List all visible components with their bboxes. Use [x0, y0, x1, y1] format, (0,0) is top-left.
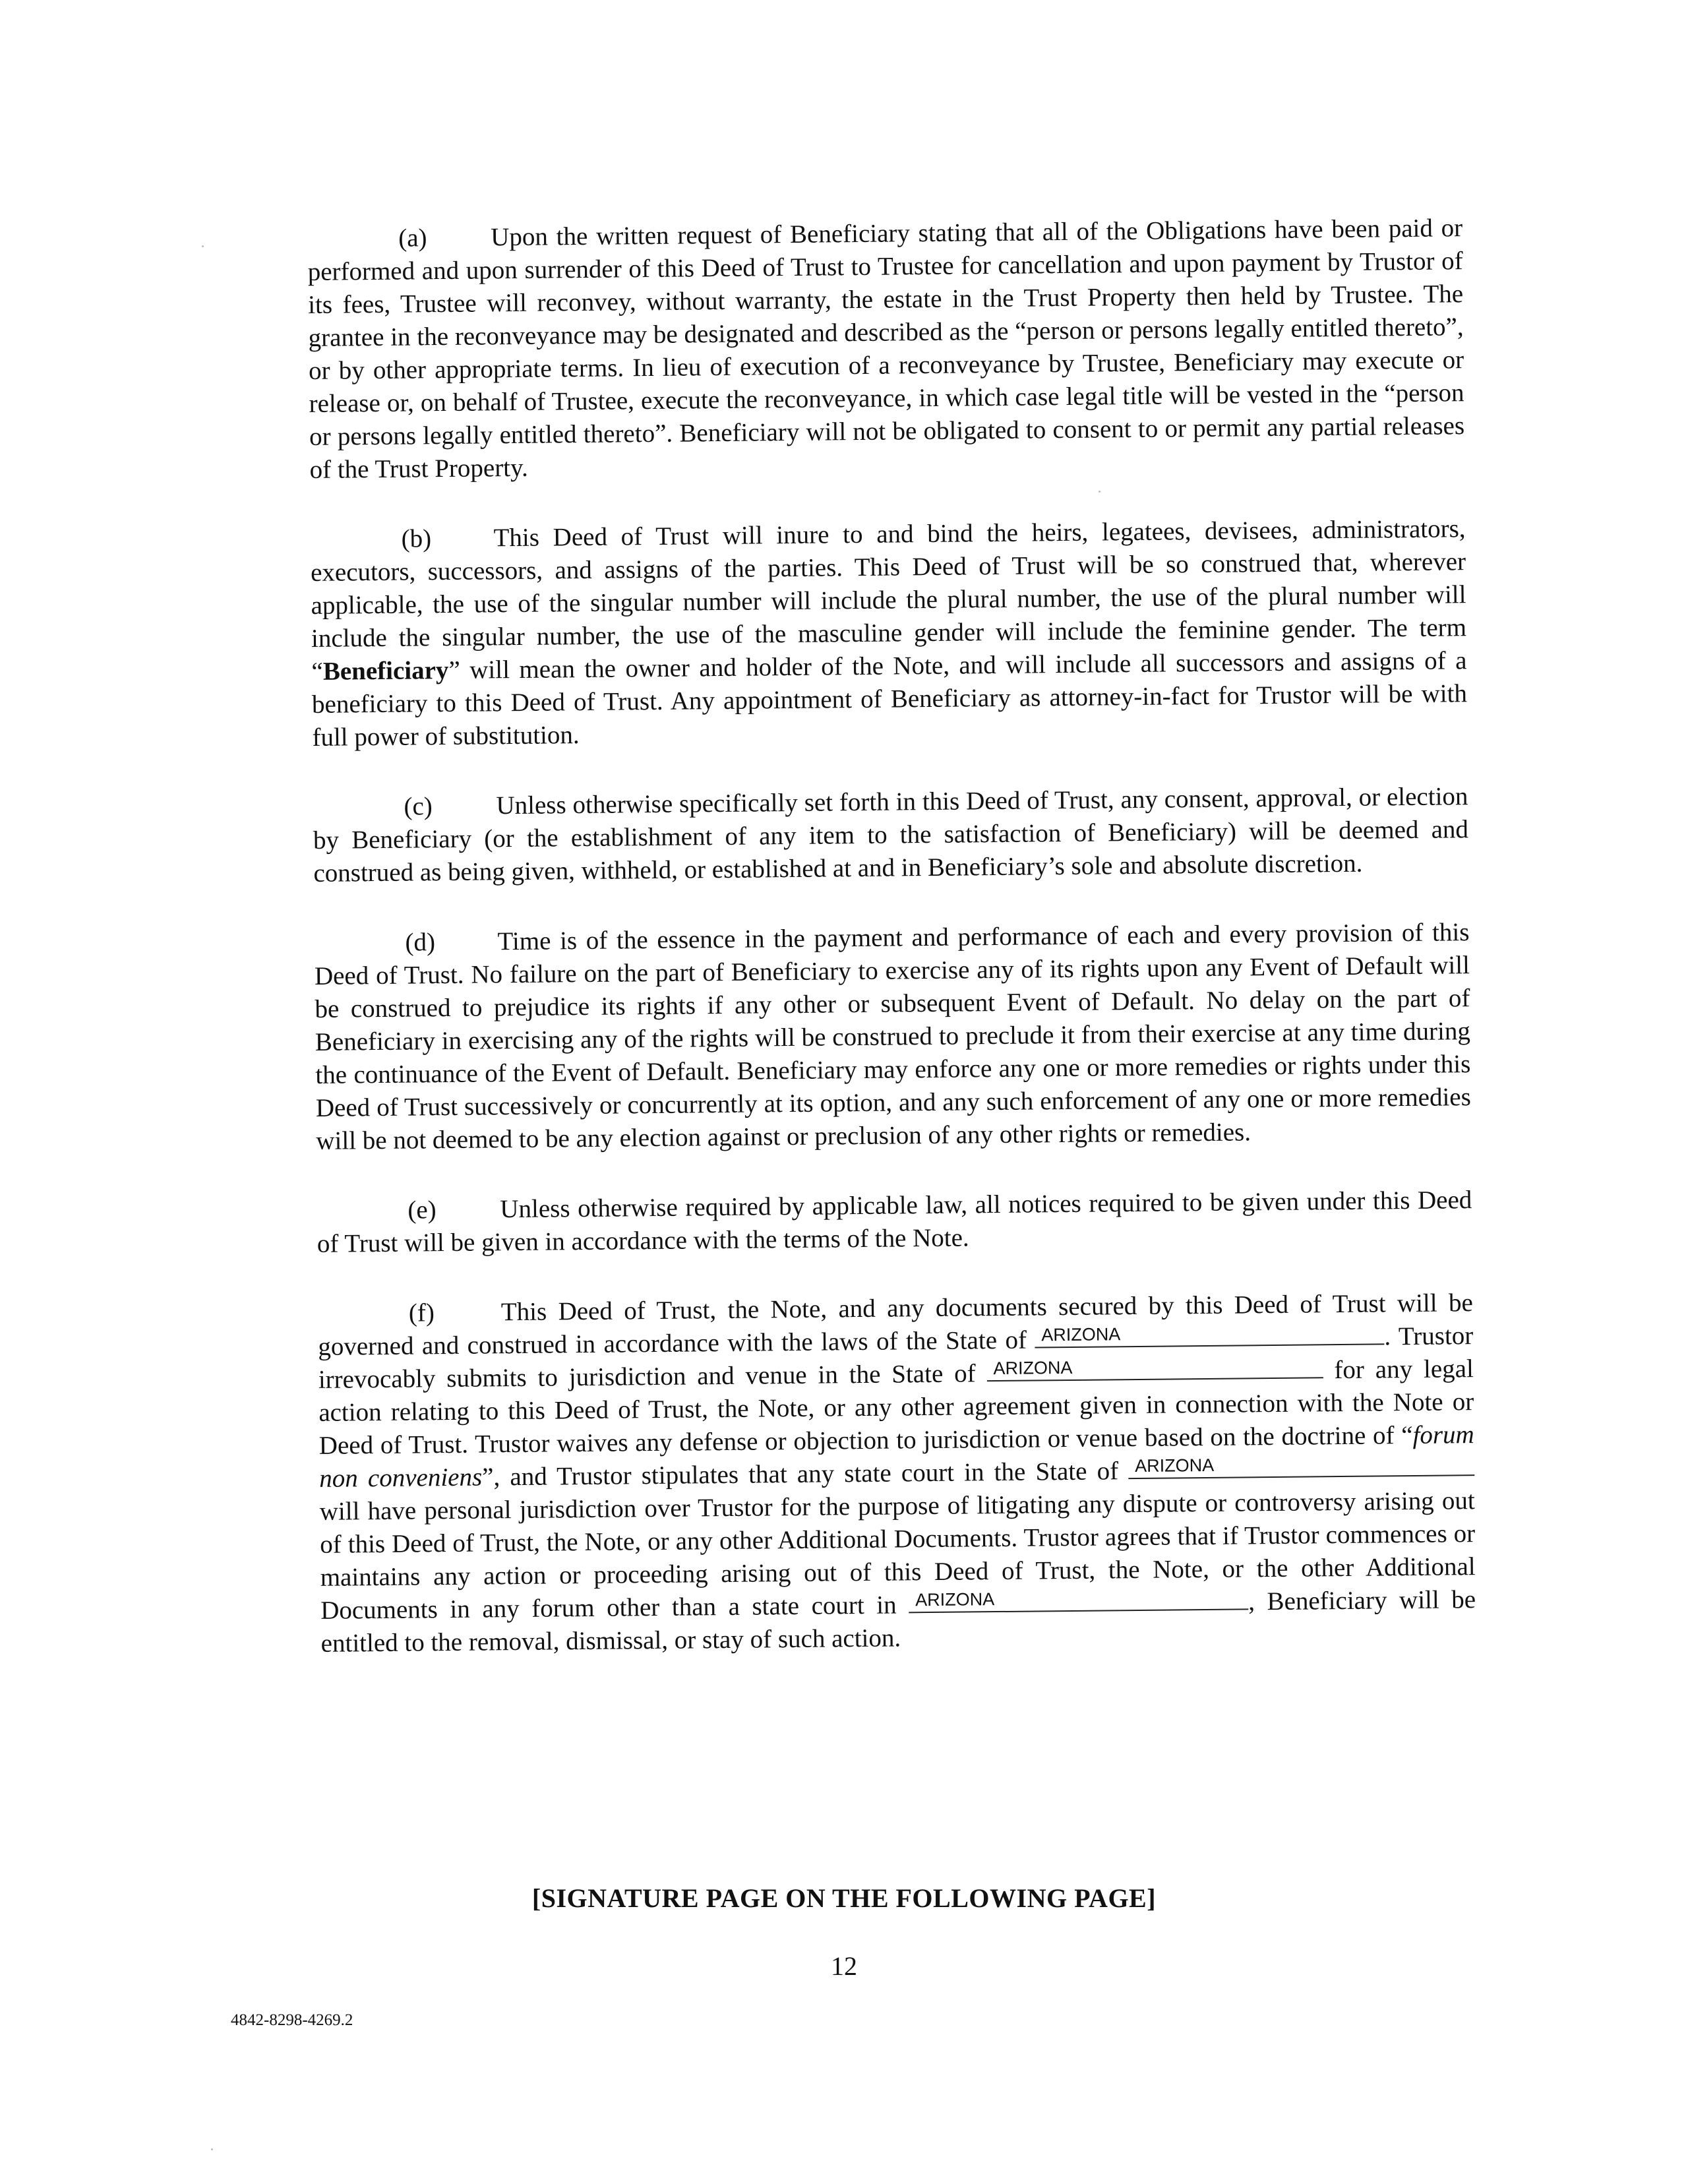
scan-speck [211, 2148, 213, 2150]
document-body [307, 212, 1476, 1697]
scan-speck [1099, 491, 1100, 493]
paragraph-f-text-4: ”, and Trustor stipulates that any state court in the State of [481, 1457, 1119, 1492]
paragraph-c-text: Unless otherwise specifically set forth in this Deed of Trust, any consent, approval, or election by Beneficiary (or the establishment of any item to the satisfaction of Beneficiary) will be deemed and construed as being given, withheld, or established at and in Beneficiary’s sole and absolute discretion. [313, 782, 1469, 888]
paragraph-f [318, 1287, 1476, 1660]
paragraph-b-text-2: ” will mean the owner and holder of the Note, and will include all successors and assigns of a beneficiary to this Deed of Trust. Any appointment of Beneficiary as attorney-in-fact for Trustor will be with full power of substitution. [311, 646, 1468, 752]
paragraph-d-label: (d) [405, 928, 436, 957]
paragraph-b-text-1: This Deed of Trust will inure to and bind the heirs, legatees, devisees, administrators, executors, successors, and assigns of the parties. This Deed of Trust will be so construed that, wherever applicable, the use of the singular number will include the plural number, the use of the plural number will include the singular number, the use of the masculine gender will include the feminine gender. The term “ [310, 514, 1467, 686]
forum-state-field[interactable] [909, 1589, 1248, 1613]
signature-page-heading: [SIGNATURE PAGE ON THE FOLLOWING PAGE] [531, 1883, 1157, 1913]
venue-state-value: ARIZONA [993, 1357, 1073, 1379]
paragraph-f-text-3: for any legal action relating to this Deed of Trust, the Note, or any other agreement given in connection with the Note or Deed of Trust. Trustor waives any defense or objection to jurisdiction or venue based on the doctrine of “ [318, 1354, 1474, 1460]
forum-state-value: ARIZONA [915, 1589, 995, 1610]
page-number: 12 [831, 1951, 857, 1981]
governing-law-state-value: ARIZONA [1041, 1324, 1121, 1345]
jurisdiction-state-value: ARIZONA [1135, 1455, 1215, 1476]
paragraph-f-text-1: This Deed of Trust, the Note, and any documents secured by this Deed of Trust will be governed and construed in accordance with the laws of the State of [318, 1289, 1474, 1361]
paragraph-c-label: (c) [404, 792, 433, 821]
paragraph-d [314, 916, 1471, 1158]
document-id: 4842-8298-4269.2 [231, 2011, 353, 2029]
paragraph-d-text: Time is of the essence in the payment and performance of each and every provision of this Deed of Trust. No failure on the part of Beneficiary to exercise any of its rights upon any Event of Default will be construed to prejudice its rights if any other or subsequent Event of Default. No delay on the part of Beneficiary in exercising any of the rights will be construed to preclude it from their exercise at any time during the continuance of the Event of Default. Beneficiary may enforce any one or more remedies or rights under this Deed of Trust successively or concurrently at its option, and any such enforcement of any one or more remedies will be not deemed to be any election against or preclusion of any other rights or remedies. [314, 918, 1472, 1155]
beneficiary-defined-term: Beneficiary [322, 655, 449, 686]
paragraph-f-text-5: will have personal jurisdiction over Trustor for the purpose of litigating any dispute or controversy arising out of this Deed of Trust, the Note, or any other Additional Documents. Trustor agrees that if Trustor commences or maintains any action or proceeding arising out of this Deed of Trust, the Note, or the other Additional Documents in any forum other than a state court in [319, 1486, 1476, 1625]
paragraph-b-label: (b) [401, 524, 432, 553]
forum-non-conveniens-term: forum non conveniens [319, 1420, 1474, 1493]
paragraph-a-text: Upon the written request of Beneficiary stating that all of the Obligations have been paid or performed and upon surrender of this Deed of Trust to Trustee for cancellation and upon payment by Trustor of its fees, Trustee will reconvey, without warranty, the estate in the Trust Property then held by Trustee. The grantee in the reconveyance may be designated and described as the “person or persons legally entitled thereto”, or by other appropriate terms. In lieu of execution of a reconveyance by Trustee, Beneficiary may execute or release or, on behalf of Trustee, execute the reconveyance, in which case legal title will be vested in the “person or persons legally entitled thereto”. Beneficiary will not be obligated to consent to or permit any partial releases of the Trust Property. [307, 214, 1465, 484]
venue-state-field[interactable] [986, 1357, 1323, 1381]
scan-speck [202, 245, 204, 247]
paragraph-e-text: Unless otherwise required by applicable law, all notices required to be given under this Deed of Trust will be given in accordance with the terms of the Note. [316, 1186, 1472, 1258]
paragraph-b [310, 512, 1467, 754]
paragraph-e [316, 1184, 1472, 1261]
paragraph-a [307, 212, 1465, 487]
paragraph-f-text-2: . Trustor irrevocably submits to jurisdiction and venue in the State of [318, 1321, 1474, 1394]
paragraph-f-text-6: , Beneficiary will be entitled to the removal, dismissal, or stay of such action. [320, 1585, 1476, 1658]
jurisdiction-state-field[interactable] [1128, 1455, 1474, 1479]
paragraph-a-label: (a) [398, 224, 427, 253]
paragraph-f-label: (f) [408, 1298, 435, 1327]
paragraph-c [313, 780, 1468, 890]
governing-law-state-field[interactable] [1035, 1323, 1384, 1348]
paragraph-e-label: (e) [407, 1196, 437, 1225]
